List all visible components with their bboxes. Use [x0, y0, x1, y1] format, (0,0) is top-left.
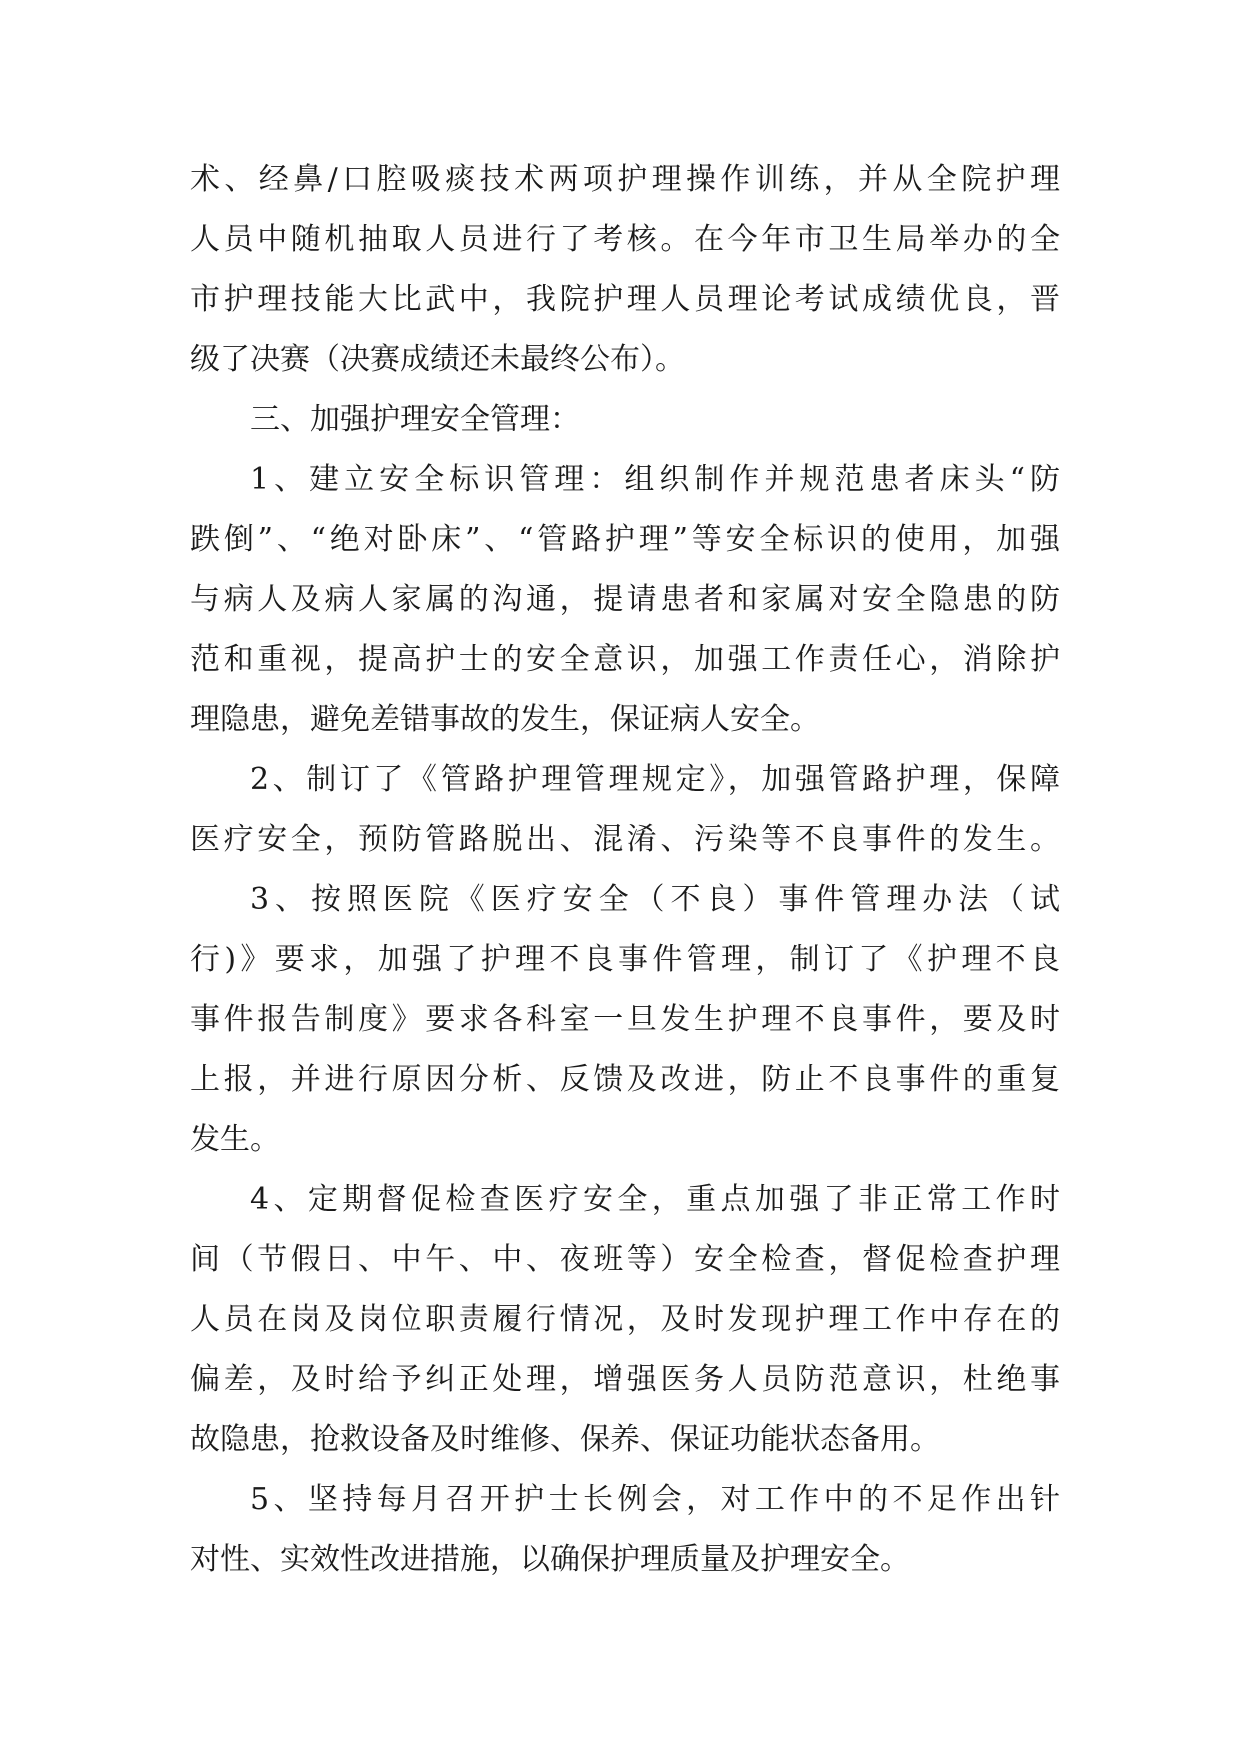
text-line: 人员中随机抽取人员进行了考核。在今年市卫生局举办的全 [190, 222, 1060, 257]
document-body [190, 150, 1060, 1590]
text-line: 4、定期督促检查医疗安全，重点加强了非正常工作时 [250, 1182, 1060, 1217]
text-line: 范和重视，提高护士的安全意识，加强工作责任心，消除护 [190, 642, 1060, 677]
text-line: 3、按照医院《医疗安全（不良）事件管理办法（试 [250, 882, 1060, 917]
text-line: 上报，并进行原因分析、反馈及改进，防止不良事件的重复 [190, 1062, 1060, 1097]
text-line: 2、制订了《管路护理管理规定》，加强管路护理，保障 [250, 762, 1060, 797]
text-line: 级了决赛（决赛成绩还未最终公布）。 [190, 342, 685, 377]
text-line: 事件报告制度》要求各科室一旦发生护理不良事件，要及时 [190, 1002, 1060, 1037]
text-line: 行)》要求，加强了护理不良事件管理，制订了《护理不良 [190, 942, 1060, 977]
text-line: 1、建立安全标识管理：组织制作并规范患者床头“防 [250, 462, 1060, 497]
text-line: 术、经鼻/口腔吸痰技术两项护理操作训练，并从全院护理 [190, 162, 1060, 197]
text-line: 跌倒”、“绝对卧床”、“管路护理”等安全标识的使用，加强 [190, 522, 1060, 557]
text-line: 5、坚持每月召开护士长例会，对工作中的不足作出针 [250, 1482, 1060, 1517]
text-line: 人员在岗及岗位职责履行情况，及时发现护理工作中存在的 [190, 1302, 1060, 1337]
text-line: 偏差，及时给予纠正处理，增强医务人员防范意识，杜绝事 [190, 1362, 1060, 1397]
text-line: 对性、实效性改进措施，以确保护理质量及护理安全。 [190, 1542, 910, 1577]
text-line: 发生。 [190, 1122, 280, 1157]
text-line: 三、加强护理安全管理： [250, 402, 580, 437]
text-line: 故隐患，抢救设备及时维修、保养、保证功能状态备用。 [190, 1422, 940, 1457]
text-line: 医疗安全，预防管路脱出、混淆、污染等不良事件的发生。 [190, 822, 1060, 857]
text-line: 市护理技能大比武中，我院护理人员理论考试成绩优良，晋 [190, 282, 1060, 317]
text-line: 与病人及病人家属的沟通，提请患者和家属对安全隐患的防 [190, 582, 1060, 617]
text-line: 理隐患，避免差错事故的发生，保证病人安全。 [190, 702, 820, 737]
text-line: 间（节假日、中午、中、夜班等）安全检查，督促检查护理 [190, 1242, 1060, 1277]
